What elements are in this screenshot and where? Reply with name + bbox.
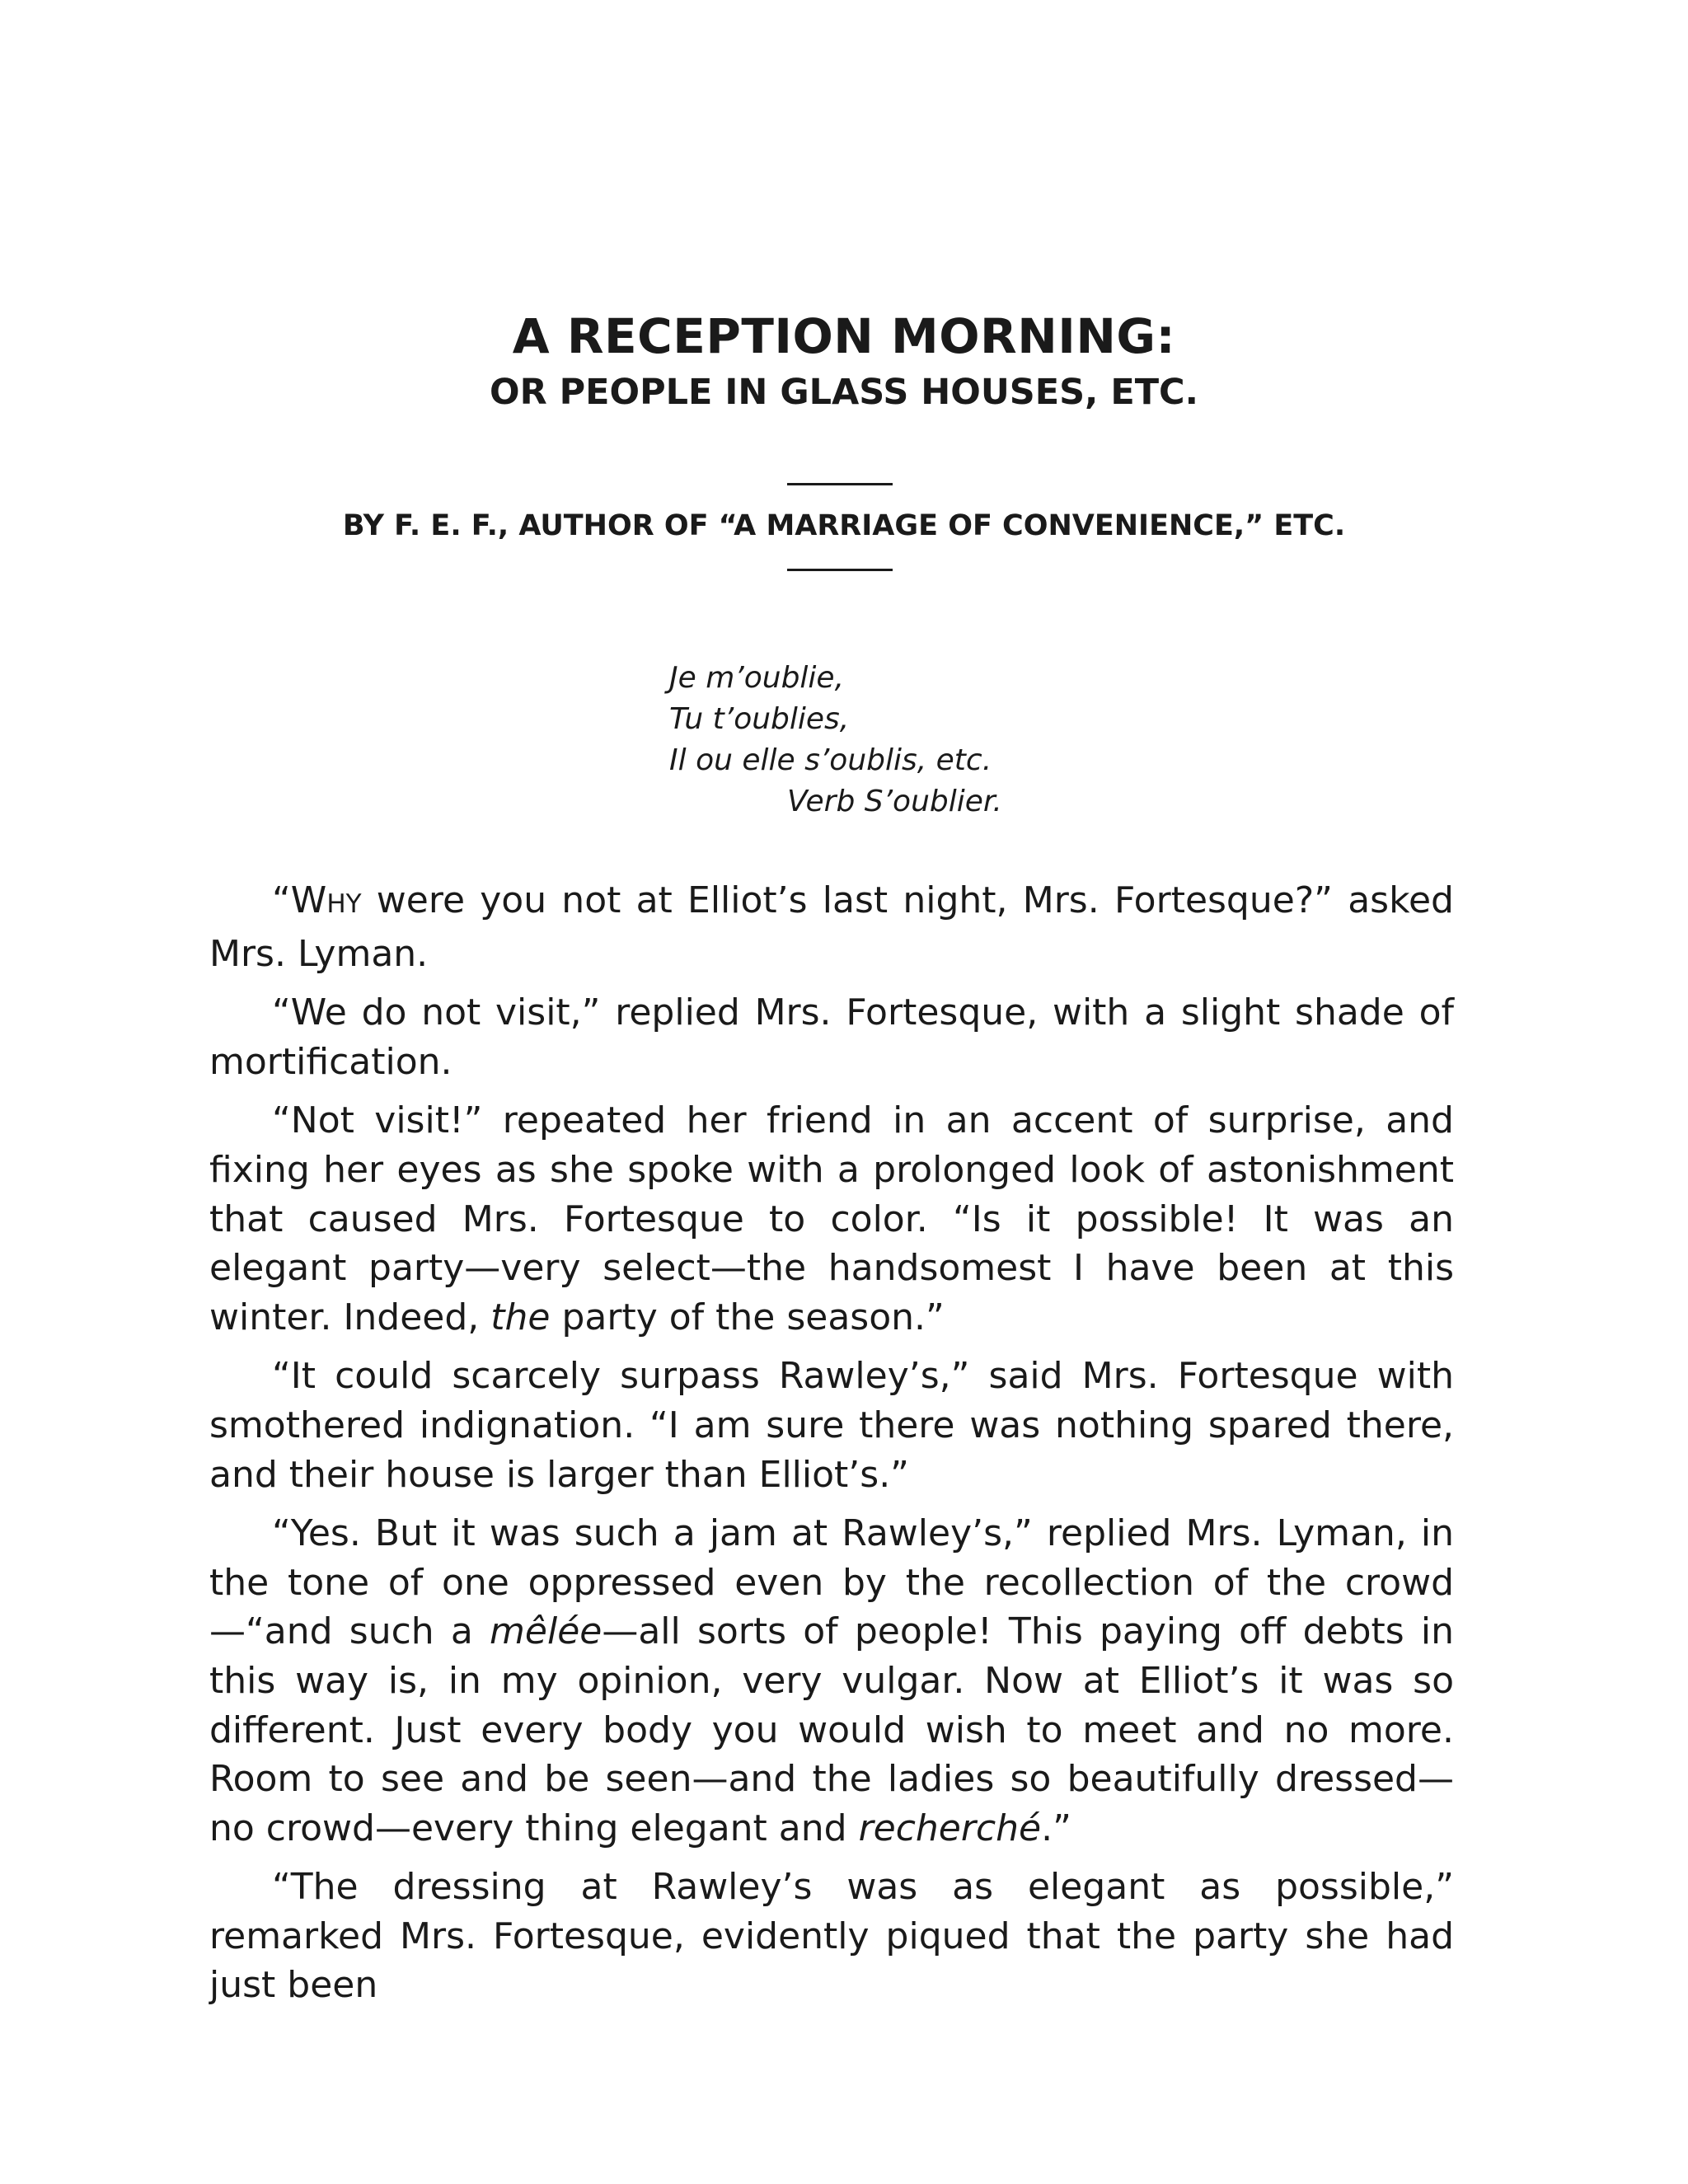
epigraph-line: Il ou elle s’oublis, etc. bbox=[669, 743, 992, 777]
drop-open: “W bbox=[272, 879, 327, 921]
paragraph: “We do not visit,” replied Mrs. Fortesque, with a slight shade of mortification. bbox=[209, 991, 1454, 1083]
paragraph bbox=[209, 876, 1454, 978]
divider-rule-bottom bbox=[787, 569, 893, 571]
paragraph: “It could scarcely surpass Rawley’s,” said Mrs. Fortesque with smothered indignation. “I am sure there was nothing spared there, and their house is larger than Elliot’s.” bbox=[209, 1355, 1454, 1496]
paragraph-text: .” bbox=[1041, 1807, 1071, 1849]
paragraph-text: party of the season.” bbox=[550, 1296, 945, 1338]
paragraph-text: —all sorts of people! This paying off debts in this way is, in my opinion, very vulgar. Now at Elliot’s it was so different. Just every body you would wish to meet and no more. Room to see and be seen—and the ladies so beautifully dressed—no crowd—every thing elegant and bbox=[209, 1610, 1454, 1849]
author-byline: BY F. E. F., AUTHOR OF “A MARRIAGE OF CONVENIENCE,” ETC. bbox=[342, 509, 1346, 542]
paragraph-text: were you not at Elliot’s last night, Mrs. Fortesque?” asked Mrs. Lyman. bbox=[209, 879, 1454, 975]
paragraph bbox=[209, 1096, 1454, 1342]
paragraph-text: “Not visit!” repeated her friend in an accent of surprise, and fixing her eyes as she spoke with a prolonged look of astonishment that caused Mrs. Fortesque to color. “Is it possible! It was an elegant party—very select—the handsomest I have been at this winter. Indeed, bbox=[209, 1099, 1454, 1338]
epigraph bbox=[669, 658, 1002, 823]
small-caps-text: HY bbox=[326, 889, 362, 919]
story-title: A RECEPTION MORNING: bbox=[512, 308, 1176, 364]
paragraph-text: “Yes. But it was such a jam at Rawley’s,” replied Mrs. Lyman, in the tone of one oppressed even by the recollection of the crowd —“and such a bbox=[209, 1512, 1454, 1653]
epigraph-line: Tu t’oublies, bbox=[669, 702, 850, 736]
emphasis-text: the bbox=[490, 1296, 551, 1338]
epigraph-attribution: Verb S’oublier. bbox=[787, 785, 1002, 818]
paragraph bbox=[209, 1509, 1454, 1853]
story-subtitle: OR PEOPLE IN GLASS HOUSES, ETC. bbox=[490, 372, 1198, 413]
emphasis-text: mêlée bbox=[490, 1610, 603, 1653]
epigraph-line: Je m’oublie, bbox=[669, 661, 845, 695]
paragraph: “The dressing at Rawley’s was as elegant as possible,” remarked Mrs. Fortesque, evidently piqued that the party she had just been bbox=[209, 1866, 1454, 2007]
story-body bbox=[209, 876, 1454, 2020]
emphasis-text: recherché bbox=[858, 1807, 1042, 1849]
divider-rule-top bbox=[787, 483, 893, 485]
